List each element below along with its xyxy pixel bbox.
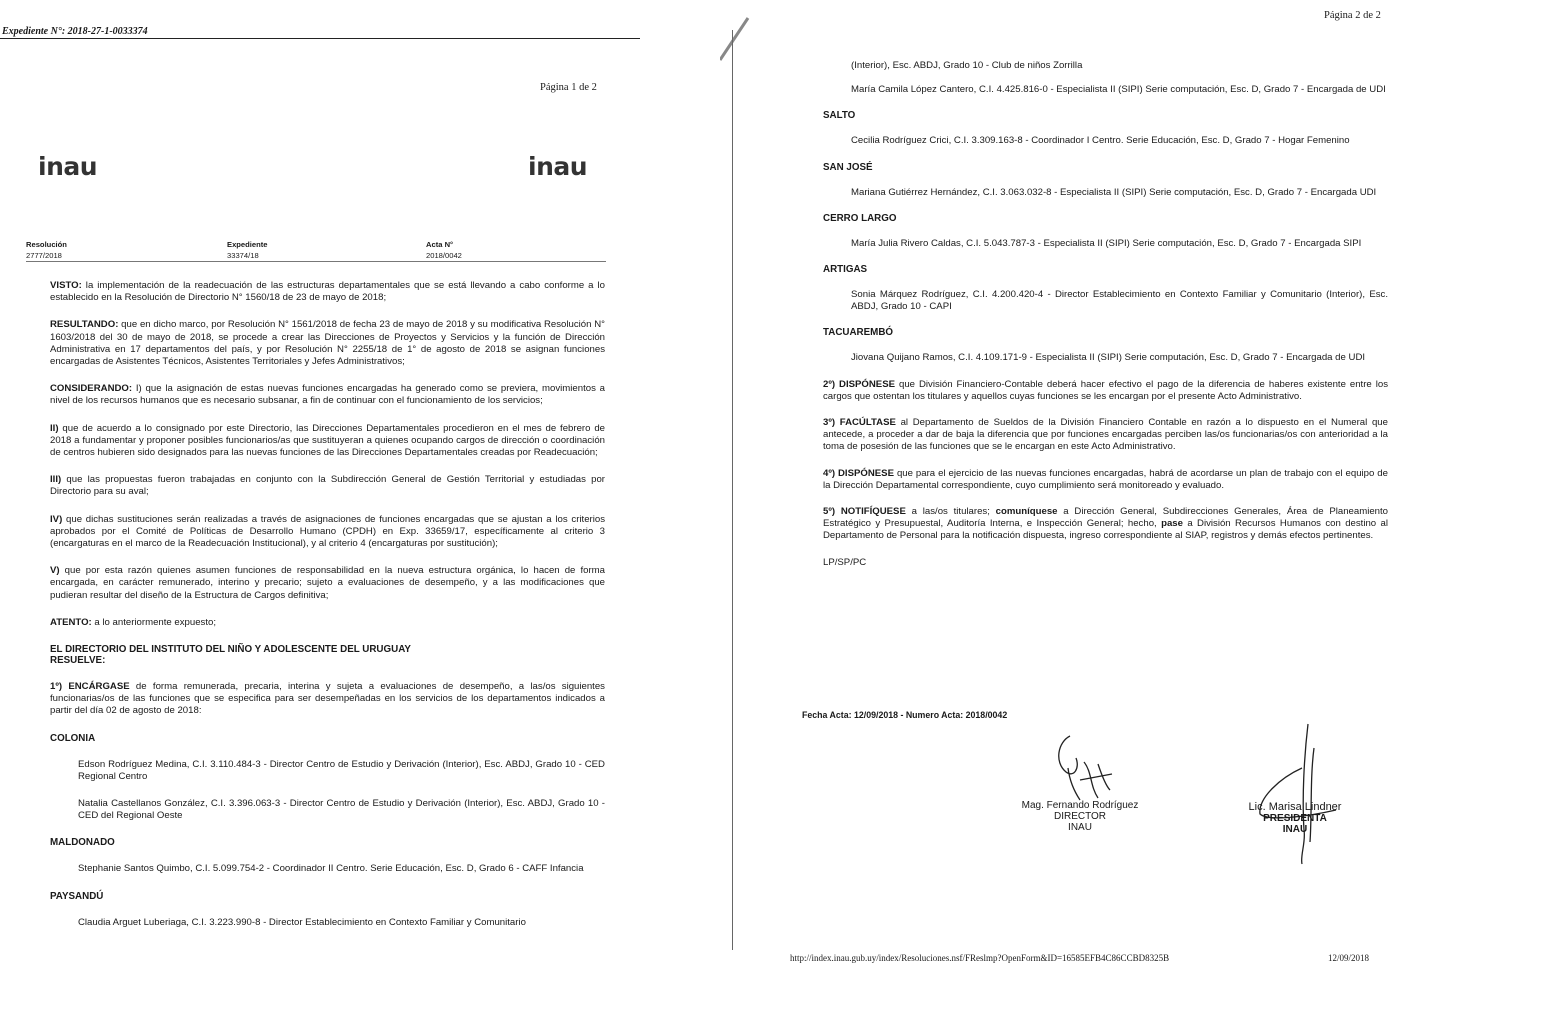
expediente-label: Expediente (227, 240, 268, 249)
dept-heading-salto: SALTO (823, 110, 856, 122)
signature-lindner (1240, 718, 1350, 868)
assignment-entry: Edson Rodríguez Medina, C.I. 3.110.484-3 - Director Centro de Estudio y Derivación (Interior), Esc. ABDJ, Grado 10 - CED Regional Centro (78, 758, 605, 782)
considerando-iv: IV) que dichas sustituciones serán realizadas a través de asignaciones de funciones encargadas que se ajustan a los criterios aprobados por el Comité de Políticas de Desarrollo Humano (CPDH) en Exp. 33659/17, específicamente al criterio 3 (encargaturas en el marco de la Readecuación Institucional), y al criterio 4 (encargaturas por sustitución); (50, 513, 605, 550)
header-rule (0, 38, 640, 39)
right-body (823, 60, 1388, 569)
directorio-heading: EL DIRECTORIO DEL INSTITUTO DEL NIÑO Y ADOLESCENTE DEL URUGUAY (50, 644, 411, 656)
assignment-entry: María Camila López Cantero, C.I. 4.425.816-0 - Especialista II (SIPI) Serie computación, Esc. D, Grado 7 - Encargada de UDI (851, 84, 1386, 96)
signer-2-org: INAU (1282, 824, 1308, 835)
page-indicator: Página 1 de 2 (540, 82, 597, 93)
assignment-entry: Cecilia Rodríguez Crici, C.I. 3.309.163-8 - Coordinador I Centro. Serie Educación, Esc. D, Grado 7 - Hogar Femenino (851, 135, 1350, 147)
signer-1-org: INAU (1068, 822, 1092, 833)
signer-2-name: Lic. Marisa Lindner (1248, 801, 1342, 813)
inau-logo-left: inau (38, 152, 98, 181)
acta-label: Acta N° (426, 240, 454, 249)
dept-heading-colonia: COLONIA (50, 732, 96, 744)
signer-1-role: DIRECTOR (1053, 811, 1107, 822)
visto-paragraph: VISTO: la implementación de la readecuación de las estructuras departamentales que se está llevando a cabo conforme a lo establecido en la Resolución de Directorio N° 1560/18 de 23 de mayo de 2018; (50, 280, 605, 304)
footer-date: 12/09/2018 (1328, 953, 1370, 963)
resolucion-value: 2777/2018 (26, 251, 62, 260)
scan-streak (720, 0, 760, 80)
item-3: 3º) FACÚLTASE al Departamento de Sueldos de la División Financiero Contable en razón a lo dispuesto en el Numeral que antecede, a proceder a dar de baja la diferencia que por funciones encargadas perciben las/os funcionarias/os con anterioridad a la toma de posesión de las funciones que se le encargan en este Acto Administrativo. (823, 417, 1388, 453)
considerando-iii: III) que las propuestas fueron trabajadas en conjunto con la Subdirección General de Gestión Territorial y estudiadas por Directorio para su aval; (50, 474, 605, 498)
signature-rodriguez (1040, 728, 1130, 808)
expediente-value: 33374/18 (227, 251, 259, 260)
dept-heading-artigas: ARTIGAS (823, 264, 868, 276)
continuation-text: (Interior), Esc. ABDJ, Grado 10 - Club de niños Zorrilla (851, 60, 1083, 71)
resultando-paragraph: RESULTANDO: que en dicho marco, por Resolución N° 1561/2018 de fecha 23 de mayo de 2018 y su modificativa Resolución N° 1603/2018 del 30 de mayo de 2018, se procede a crear las Direcciones de Proyectos y Servicios y la función de Dirección Administrativa en 17 departamentos del país, y por Resolución N° 2255/18 de 1° de agosto de 2018 se asignan funciones encargadas de Asistentes Técnicos, Asistentes Territoriales y Jefes Administrativos; (50, 319, 605, 368)
signer-2-block (1230, 802, 1360, 835)
signer-2-role: PRESIDENTA (1263, 813, 1327, 824)
resolucion-label: Resolución (26, 240, 67, 249)
item-5: 5º) NOTIFÍQUESE a las/os titulares; comuníquese a Dirección General, Subdirecciones Generales, Área de Planeamiento Estratégico y Presupuestal, Auditoría Interna, e Inspección General; hecho, pase a División Recursos Humanos con destino al Departamento de Personal para la notificación dispuesta, ingreso correspondiente al SIAP, registros y demás efectos pertinentes. (823, 506, 1389, 542)
inau-logo-right: inau (528, 152, 588, 181)
meta-rule (26, 261, 606, 262)
assignment-entry: Natalia Castellanos González, C.I. 3.396.063-3 - Director Centro de Estudio y Derivación (Interior), Esc. ABDJ, Grado 10 - CED del Regional Oeste (78, 798, 605, 822)
resuelve-heading: RESUELVE: (50, 655, 106, 667)
dept-heading-san-jose: SAN JOSÉ (823, 161, 873, 173)
fecha-acta: Fecha Acta: 12/09/2018 - Numero Acta: 2018/0042 (802, 710, 1008, 720)
file-header: Expediente N°: 2018-27-1-0033374 (2, 26, 148, 37)
dept-heading-maldonado: MALDONADO (50, 837, 115, 849)
considerando-v: V) que por esta razón quienes asumen funciones de responsabilidad en la nueva estructura orgánica, lo hacen de forma encargada, en carácter remunerado, interino y precario; sujeto a evaluaciones de desempeño, y a las modificaciones que pudieran resultar del diseño de la Estructura de Cargos definitiva; (50, 565, 605, 601)
considerando-paragraph: CONSIDERANDO: I) que la asignación de estas nuevas funciones encargadas ha generado como se previera, movimientos a nivel de los recursos humanos que es necesario subsanar, a fin de continuar con el funcionamiento de los servicios; (50, 383, 605, 407)
item-1: 1º) ENCÁRGASE de forma remunerada, precaria, interina y sujeta a evaluaciones de desempeño, a las/os siguientes funcionarias/os de las funciones que se especifica para ser desempeñadas en los servicios de los departamentos indicados a partir del día 02 de agosto de 2018: (50, 681, 605, 717)
page-1 (0, 0, 640, 1016)
assignment-entry: María Julia Rivero Caldas, C.I. 5.043.787-3 - Especialista II (SIPI) Serie computación, Esc. D, Grado 7 - Encargada SIPI (851, 237, 1362, 249)
assignment-entry: Stephanie Santos Quimbo, C.I. 5.099.754-2 - Coordinador II Centro. Serie Educación, Esc. D, Grado 6 - CAFF Infancia (78, 863, 584, 875)
initials: LP/SP/PC (823, 556, 867, 568)
dept-heading-cerro-largo: CERRO LARGO (823, 212, 897, 224)
assignment-entry: Claudia Arguet Luberiaga, C.I. 3.223.990-8 - Director Establecimiento en Contexto Familiar y Comunitario (78, 916, 526, 928)
dept-heading-paysandu: PAYSANDÚ (50, 890, 104, 902)
considerando-ii: II) que de acuerdo a lo consignado por este Directorio, las Direcciones Departamentales procedieron en el mes de febrero de 2018 a fundamentar y proponer posibles funcionarios/as que sustituyeran a quienes ocupando cargos de dirección o coordinación de centros hubieren sido designados para las nuevas funciones de las Direcciones Departamentales creadas por Readecuación; (50, 422, 605, 459)
page-indicator: Página 2 de 2 (1324, 10, 1381, 21)
dept-heading-tacuarembo: TACUAREMBÓ (823, 327, 894, 339)
page-2 (720, 0, 1564, 1016)
atento-paragraph: ATENTO: a lo anteriormente expuesto; (50, 616, 217, 628)
signer-1-name: Mag. Fernando Rodríguez (1021, 800, 1139, 811)
signer-1-block (1005, 800, 1155, 833)
assignment-entry: Mariana Gutiérrez Hernández, C.I. 3.063.032-8 - Especialista II (SIPI) Serie computación, Esc. D, Grado 7 - Encargada UDI (851, 186, 1377, 198)
item-4: 4º) DISPÓNESE que para el ejercicio de las nuevas funciones encargadas, habrá de acordarse un plan de trabajo con el equipo de la Dirección Departamental correspondiente, cuyo cumplimiento será monitoreado y evaluado. (823, 467, 1388, 491)
item-2: 2º) DISPÓNESE que División Financiero-Contable deberá hacer efectivo el pago de la diferencia de haberes existente entre los cargos que ostentan los titulares y aquellos cuyas funciones se les encargan por el presente Acto Administrativo. (823, 378, 1388, 402)
left-body (50, 280, 605, 929)
footer-url: http://index.inau.gub.uy/index/Resoluciones.nsf/FReslmp?OpenForm&ID=16585EFB4C86CCBD8325B (790, 953, 1170, 963)
binding-edge (732, 30, 733, 950)
acta-value: 2018/0042 (426, 251, 462, 260)
assignment-entry: Jiovana Quijano Ramos, C.I. 4.109.171-9 - Especialista II (SIPI) Serie computación, Esc. D, Grado 7 - Encargada de UDI (851, 352, 1366, 364)
assignment-entry: Sonia Márquez Rodríguez, C.I. 4.200.420-4 - Director Establecimiento en Contexto Familiar y Comunitario (Interior), Esc. ABDJ, Grado 10 - CAPI (851, 289, 1388, 313)
